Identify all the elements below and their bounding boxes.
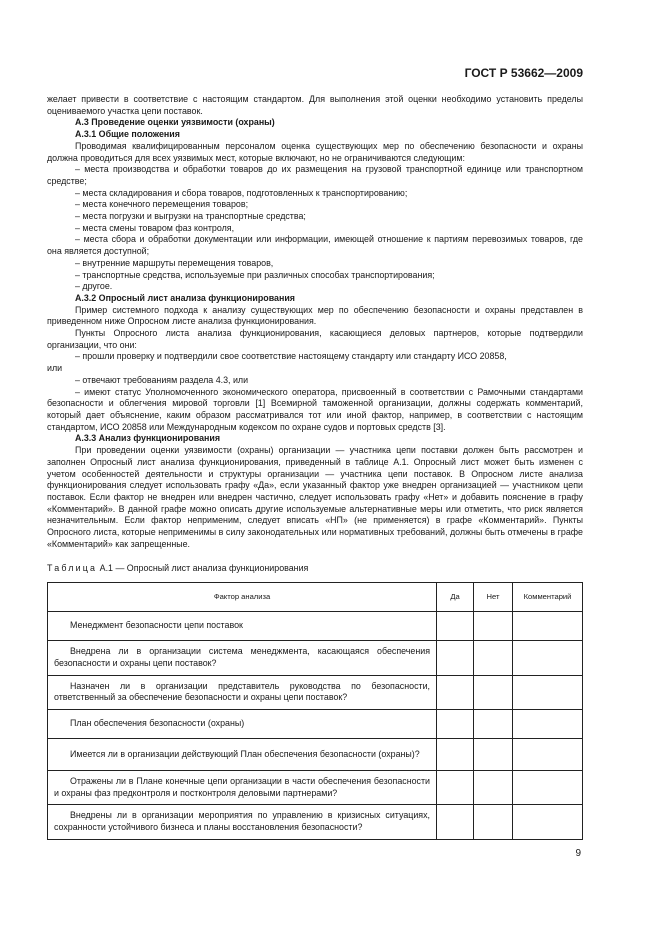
list-item: – места погрузки и выгрузки на транспортные средства;: [75, 211, 306, 222]
column-header-yes: Да: [437, 583, 474, 612]
list-item: – транспортные средства, используемые при различных способах транспортирования;: [75, 269, 435, 280]
no-cell: [474, 738, 513, 770]
table-row: [48, 612, 583, 641]
document-id: ГОСТ Р 53662—2009: [464, 66, 583, 80]
yes-cell: [437, 770, 474, 804]
table-row: [48, 709, 583, 738]
comment-cell: [513, 675, 583, 709]
table-caption: [47, 563, 583, 575]
no-cell: [474, 709, 513, 738]
intro-paragraph: желает привести в соответствие с настоящим стандартом. Для выполнения этой оценки необходимо установить пределы оцениваемого участка цепи поставок.: [47, 94, 583, 116]
list-item: – прошли проверку и подтвердили свое соответствие настоящему стандарту или стандарту ИСО 20858,: [75, 351, 507, 362]
factor-cell: [48, 738, 437, 770]
section-a33-heading: А.3.3 Анализ функционирования: [75, 433, 221, 444]
factor-cell: [48, 770, 437, 804]
column-header-no: Нет: [474, 583, 513, 612]
section-a31-heading: А.3.1 Общие положения: [75, 129, 180, 140]
a32-paragraph-2: Пункты Опросного листа анализа функционирования, касающиеся деловых партнеров, которые подтвердили организации, что они:: [47, 328, 583, 350]
list-item: – места производства и обработки товаров до их размещения на грузовой транспортной единице или транспортном средстве;: [47, 164, 583, 186]
page-content: [47, 94, 583, 840]
table-caption-prefix: Таблица: [47, 563, 98, 574]
list-item: – внутренние маршруты перемещения товаров,: [75, 257, 274, 268]
yes-cell: [437, 805, 474, 839]
factor-text: План обеспечения безопасности (охраны): [70, 718, 245, 729]
list-item: – места конечного перемещения товаров;: [75, 199, 249, 210]
column-header-factor: Фактор анализа: [48, 583, 437, 612]
comment-cell: [513, 641, 583, 675]
factor-cell: [48, 612, 437, 641]
no-cell: [474, 641, 513, 675]
no-cell: [474, 612, 513, 641]
no-cell: [474, 805, 513, 839]
list-item: – места смены товаром фаз контроля,: [75, 222, 235, 233]
table-row: [48, 675, 583, 709]
comment-cell: [513, 709, 583, 738]
factor-cell: [48, 709, 437, 738]
or-word: или: [47, 363, 63, 374]
page-number: 9: [575, 848, 581, 859]
yes-cell: [437, 612, 474, 641]
factor-cell: [48, 675, 437, 709]
column-header-comment: Комментарий: [513, 583, 583, 612]
factor-text: Менеджмент безопасности цепи поставок: [70, 620, 243, 631]
factor-text: Назначен ли в организации представитель руководства по безопасности, ответственный за обеспечение безопасности и охраны цепи поставок?: [54, 680, 430, 703]
factor-text: Отражены ли в Плане конечные цепи организации в части обеспечения безопасности и охраны фаз предконтроля и постконтроля деловыми партнерами?: [54, 775, 430, 798]
table-row: [48, 805, 583, 839]
factor-text: Внедрены ли в организации мероприятия по управлению в кризисных ситуациях, сохранности устойчивого бизнеса и планы восстановления безопасности?: [54, 810, 430, 833]
list-item: – отвечают требованиям раздела 4.3, или: [75, 374, 249, 385]
table-header-row: [48, 583, 583, 612]
factor-text: Внедрена ли в организации система менеджмента, касающаяся обеспечения безопасности и охраны цепи поставок?: [54, 646, 430, 668]
comment-cell: [513, 805, 583, 839]
yes-cell: [437, 738, 474, 770]
table-row: [48, 641, 583, 675]
list-item: – имеют статус Уполномоченного экономического оператора, присвоенный в соответствии с Рамочными стандартами безопасности и облегчения мировой торговли [1] Всемирной таможенной организации, должны содержать комментарий, который дает объяснение, каким образом рассматривался тот или иной фактор, например, в соответствии с настоящим стандартом, ИСО 20858 или Международным кодексом по охране судов и портовых средств [3].: [47, 386, 583, 432]
comment-cell: [513, 612, 583, 641]
section-a32-heading: А.3.2 Опросный лист анализа функционирования: [75, 292, 295, 303]
no-cell: [474, 770, 513, 804]
no-cell: [474, 675, 513, 709]
a32-paragraph-1: Пример системного подхода к анализу существующих мер по обеспечению безопасности и охраны представлен в приведенном ниже Опросном листе анализа функционирования.: [47, 304, 583, 327]
factor-text: Имеется ли в организации действующий План обеспечения безопасности (охраны)?: [70, 748, 420, 759]
yes-cell: [437, 641, 474, 675]
yes-cell: [437, 709, 474, 738]
yes-cell: [437, 675, 474, 709]
comment-cell: [513, 770, 583, 804]
list-item: – места складирования и сбора товаров, подготовленных к транспортированию;: [75, 187, 408, 198]
list-item: – места сбора и обработки документации или информации, имеющей отношение к партиям перевозимых товаров, где она является доступной;: [47, 234, 583, 257]
a33-paragraph: При проведении оценки уязвимости (охраны) организации — участника цепи поставки должен быть рассмотрен и заполнен Опросный лист анализа функционирования, приведенный в таблице А.1. Опросный лист может быть изменен с учетом особенностей деятельности и структуры организации — участника цепи поставок. В Опросном листе анализа функционирования следует использовать графу «Да», если указанный фактор уже внедрен организацией — участником цепи поставок. Если фактор не внедрен или внедрен частично, следует использовать графу «Нет» и добавить пояснение в графу «Комментарий». В данной графе можно описать другие используемые альтернативные меры или отметить, что риск является незначительным. Если фактор неприменим, следует вписать «НП» (не применяется) в графе «Комментарий». Пункты Опросного листа, которые неприменимы в силу законодательных или нормативных требований, должны быть отмечены в графе «Комментарий» как запрещенные.: [47, 445, 583, 549]
a31-paragraph: Проводимая квалифицированным персоналом оценка существующих мер по обеспечению безопасности и охраны должна проводиться для всех уязвимых мест, которые включают, но не ограничиваются следующим:: [47, 140, 583, 163]
table-row: [48, 738, 583, 770]
table-caption-title: А.1 — Опросный лист анализа функционирования: [97, 563, 309, 574]
list-item: – другое.: [75, 281, 113, 292]
questionnaire-table: [47, 582, 583, 840]
factor-cell: [48, 805, 437, 839]
table-row: [48, 770, 583, 804]
factor-cell: [48, 641, 437, 675]
section-a3-heading: А.3 Проведение оценки уязвимости (охраны): [75, 117, 275, 128]
comment-cell: [513, 738, 583, 770]
